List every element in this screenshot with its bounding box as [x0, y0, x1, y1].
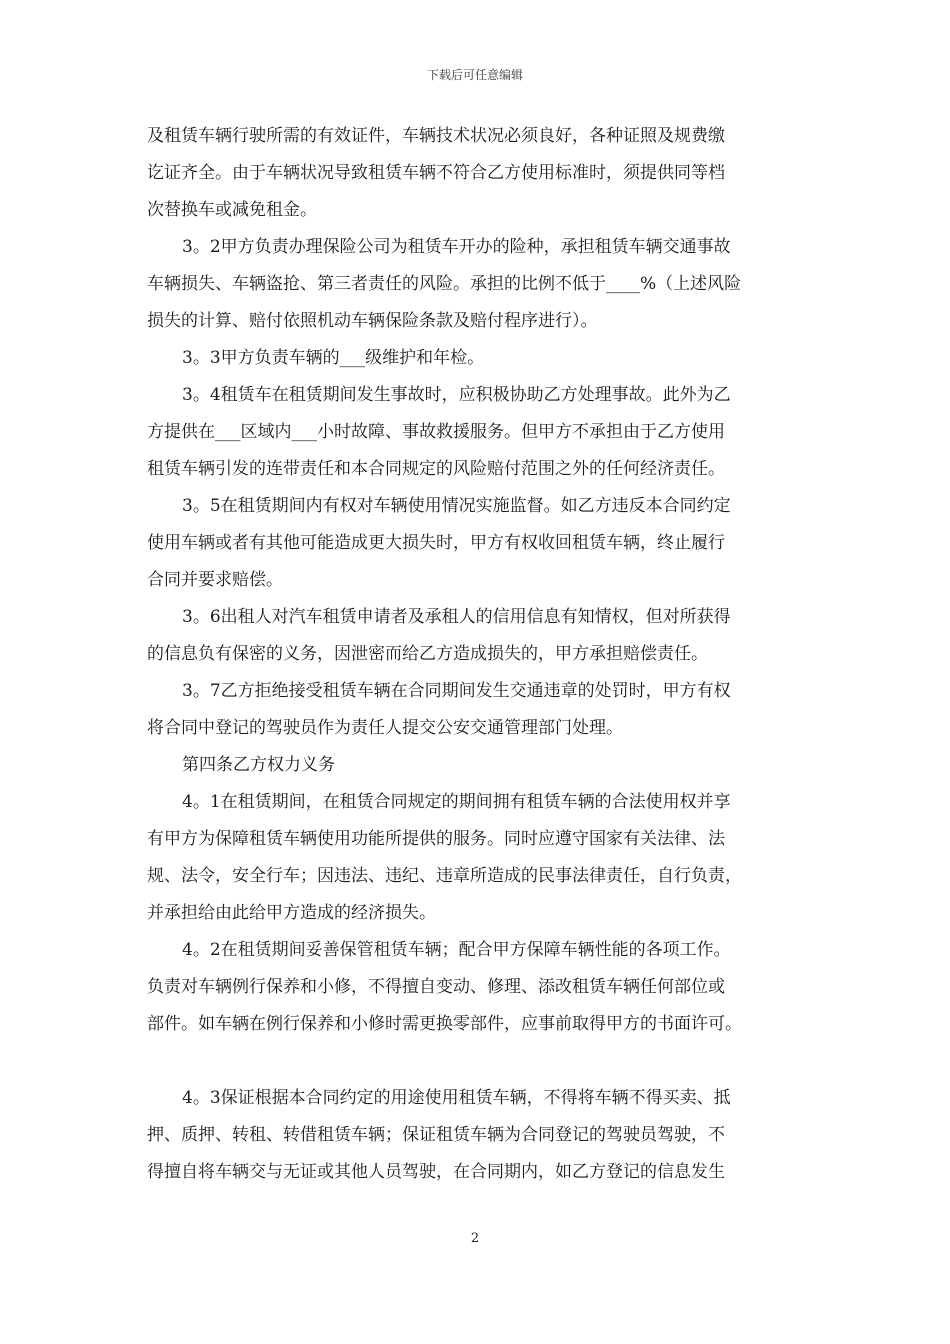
text-line: 部件。如车辆在例行保养和小修时需更换零部件，应事前取得甲方的书面许可。 [147, 1014, 742, 1034]
text-line: 将合同中登记的驾驶员作为责任人提交公安交通管理部门处理。 [147, 718, 623, 738]
text-line: 方提供在___区域内___小时故障、事故救援服务。但甲方不承担由于乙方使用 [147, 422, 725, 442]
document-body [147, 118, 819, 1191]
text-line: 押、质押、转租、转借租赁车辆；保证租赁车辆为合同登记的驾驶员驾驶，不 [147, 1125, 725, 1145]
text-line: 3。2甲方负责办理保险公司为租赁车开办的险种，承担租赁车辆交通事故 [182, 237, 731, 257]
text-line: 租赁车辆引发的连带责任和本合同规定的风险赔付范围之外的任何经济责任。 [147, 459, 725, 479]
text-line: 第四条乙方权力义务 [182, 755, 335, 775]
text-line: 4。1在租赁期间，在租赁合同规定的期间拥有租赁车辆的合法使用权并享 [182, 792, 731, 812]
text-line: 车辆损失、车辆盗抢、第三者责任的风险。承担的比例不低于____%（上述风险 [147, 274, 742, 294]
text-line: 次替换车或减免租金。 [147, 200, 317, 220]
text-line: 3。6出租人对汽车租赁申请者及承租人的信用信息有知情权，但对所获得 [182, 607, 731, 627]
page-number: 2 [470, 1231, 480, 1246]
text-line: 3。4租赁车在租赁期间发生事故时，应积极协助乙方处理事故。此外为乙 [182, 385, 731, 405]
blank-line [147, 1043, 819, 1080]
text-line: 3。5在租赁期间内有权对车辆使用情况实施监督。如乙方违反本合同约定 [182, 496, 731, 516]
text-line: 负责对车辆例行保养和小修，不得擅自变动、修理、添改租赁车辆任何部位或 [147, 977, 725, 997]
text-line: 讫证齐全。由于车辆状况导致租赁车辆不符合乙方使用标准时，须提供同等档 [147, 163, 725, 183]
text-line: 并承担给由此给甲方造成的经济损失。 [147, 903, 436, 923]
text-line: 合同并要求赔偿。 [147, 570, 283, 590]
text-line: 4。3保证根据本合同约定的用途使用租赁车辆，不得将车辆不得买卖、抵 [182, 1088, 731, 1108]
text-line: 4。2在租赁期间妥善保管租赁车辆；配合甲方保障车辆性能的各项工作。 [182, 940, 731, 960]
page-header: 下载后可任意编辑 [426, 68, 523, 82]
text-line: 3。7乙方拒绝接受租赁车辆在合同期间发生交通违章的处罚时，甲方有权 [182, 681, 731, 701]
text-line: 得擅自将车辆交与无证或其他人员驾驶，在合同期内，如乙方登记的信息发生 [147, 1162, 725, 1182]
text-line: 规、法令，安全行车；因违法、违纪、违章所造成的民事法律责任，自行负责， [147, 866, 742, 886]
text-line: 3。3甲方负责车辆的___级维护和年检。 [182, 348, 485, 368]
text-line: 有甲方为保障租赁车辆使用功能所提供的服务。同时应遵守国家有关法律、法 [147, 829, 725, 849]
text-line: 使用车辆或者有其他可能造成更大损失时，甲方有权收回租赁车辆，终止履行 [147, 533, 725, 553]
text-line: 及租赁车辆行驶所需的有效证件，车辆技术状况必须良好，各种证照及规费缴 [147, 126, 725, 146]
text-line: 的信息负有保密的义务，因泄密而给乙方造成损失的，甲方承担赔偿责任。 [147, 644, 708, 664]
text-line: 损失的计算、赔付依照机动车辆保险条款及赔付程序进行）。 [147, 311, 598, 331]
